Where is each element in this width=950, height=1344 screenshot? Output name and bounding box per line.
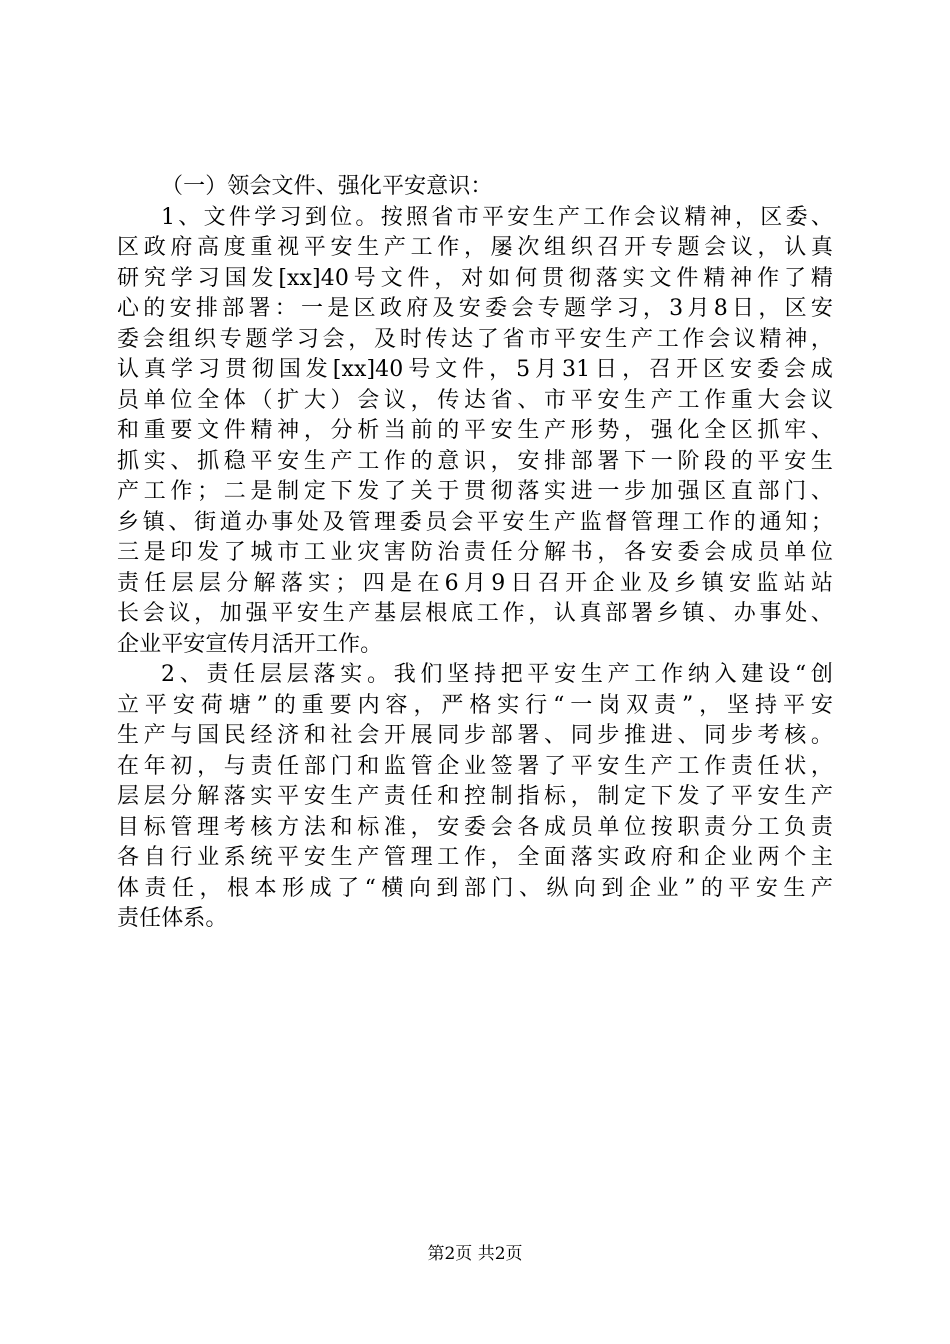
paragraph-line: 1、文件学习到位。按照省市平安生产工作会议精神，区委、 (161, 204, 833, 230)
paragraph-line: 产工作；二是制定下发了关于贯彻落实进一步加强区直部门、 (117, 479, 833, 504)
document-body (117, 172, 833, 935)
paragraph-line: 心的安排部署：一是区政府及安委会专题学习，3月8日，区安 (117, 296, 833, 321)
paragraph-line: 区政府高度重视平安生产工作，屡次组织召开专题会议，认真 (117, 235, 833, 260)
section-heading: （一）领会文件、强化平安意识： (161, 174, 493, 199)
paragraph-line: 立平安荷塘”的重要内容，严格实行“一岗双责”，坚持平安 (117, 692, 833, 718)
paragraph-line: 责任层层分解落实；四是在6月9日召开企业及乡镇安监站站 (117, 570, 833, 596)
paragraph-line: 三是印发了城市工业灾害防治责任分解书，各安委会成员单位 (117, 540, 833, 565)
paragraph-line: 长会议，加强平安生产基层根底工作，认真部署乡镇、办事处、 (117, 601, 833, 626)
paragraph-line: 目标管理考核方法和标准，安委会各成员单位按职责分工负责 (117, 814, 833, 840)
paragraph-line: 企业平安宣传月活开工作。 (117, 631, 383, 657)
paragraph-line: 认真学习贯彻国发[xx]40号文件，5月31日，召开区安委会成 (117, 357, 833, 382)
paragraph-line: 抓实、抓稳平安生产工作的意识，安排部署下一阶段的平安生 (117, 448, 833, 474)
paragraph-line: 生产与国民经济和社会开展同步部署、同步推进、同步考核。 (117, 723, 833, 748)
paragraph-line: 2、责任层层落实。我们坚持把平安生产工作纳入建设“创 (161, 662, 833, 687)
paragraph-line: 体责任，根本形成了“横向到部门、纵向到企业”的平安生产 (117, 875, 833, 901)
paragraph-2 (117, 660, 833, 935)
paragraph-line: 员单位全体（扩大）会议，传达省、市平安生产工作重大会议 (117, 387, 833, 413)
page-footer (0, 1242, 950, 1266)
paragraph-line: 乡镇、街道办事处及管理委员会平安生产监督管理工作的通知； (117, 509, 833, 535)
page-number: 第2页 共2页 (427, 1244, 523, 1264)
paragraph-line: 责任体系。 (117, 906, 228, 931)
paragraph-line: 在年初，与责任部门和监管企业签署了平安生产工作责任状， (117, 753, 833, 779)
paragraph-line: 各自行业系统平安生产管理工作，全面落实政府和企业两个主 (117, 845, 833, 870)
paragraph-line: 研究学习国发[xx]40号文件，对如何贯彻落实文件精神作了精 (117, 265, 833, 291)
paragraph-line: 委会组织专题学习会，及时传达了省市平安生产工作会议精神， (117, 326, 833, 352)
paragraph-line: 和重要文件精神，分析当前的平安生产形势，强化全区抓牢、 (117, 418, 833, 443)
paragraph-line: 层层分解落实平安生产责任和控制指标，制定下发了平安生产 (117, 784, 833, 809)
paragraph-1 (117, 203, 833, 661)
